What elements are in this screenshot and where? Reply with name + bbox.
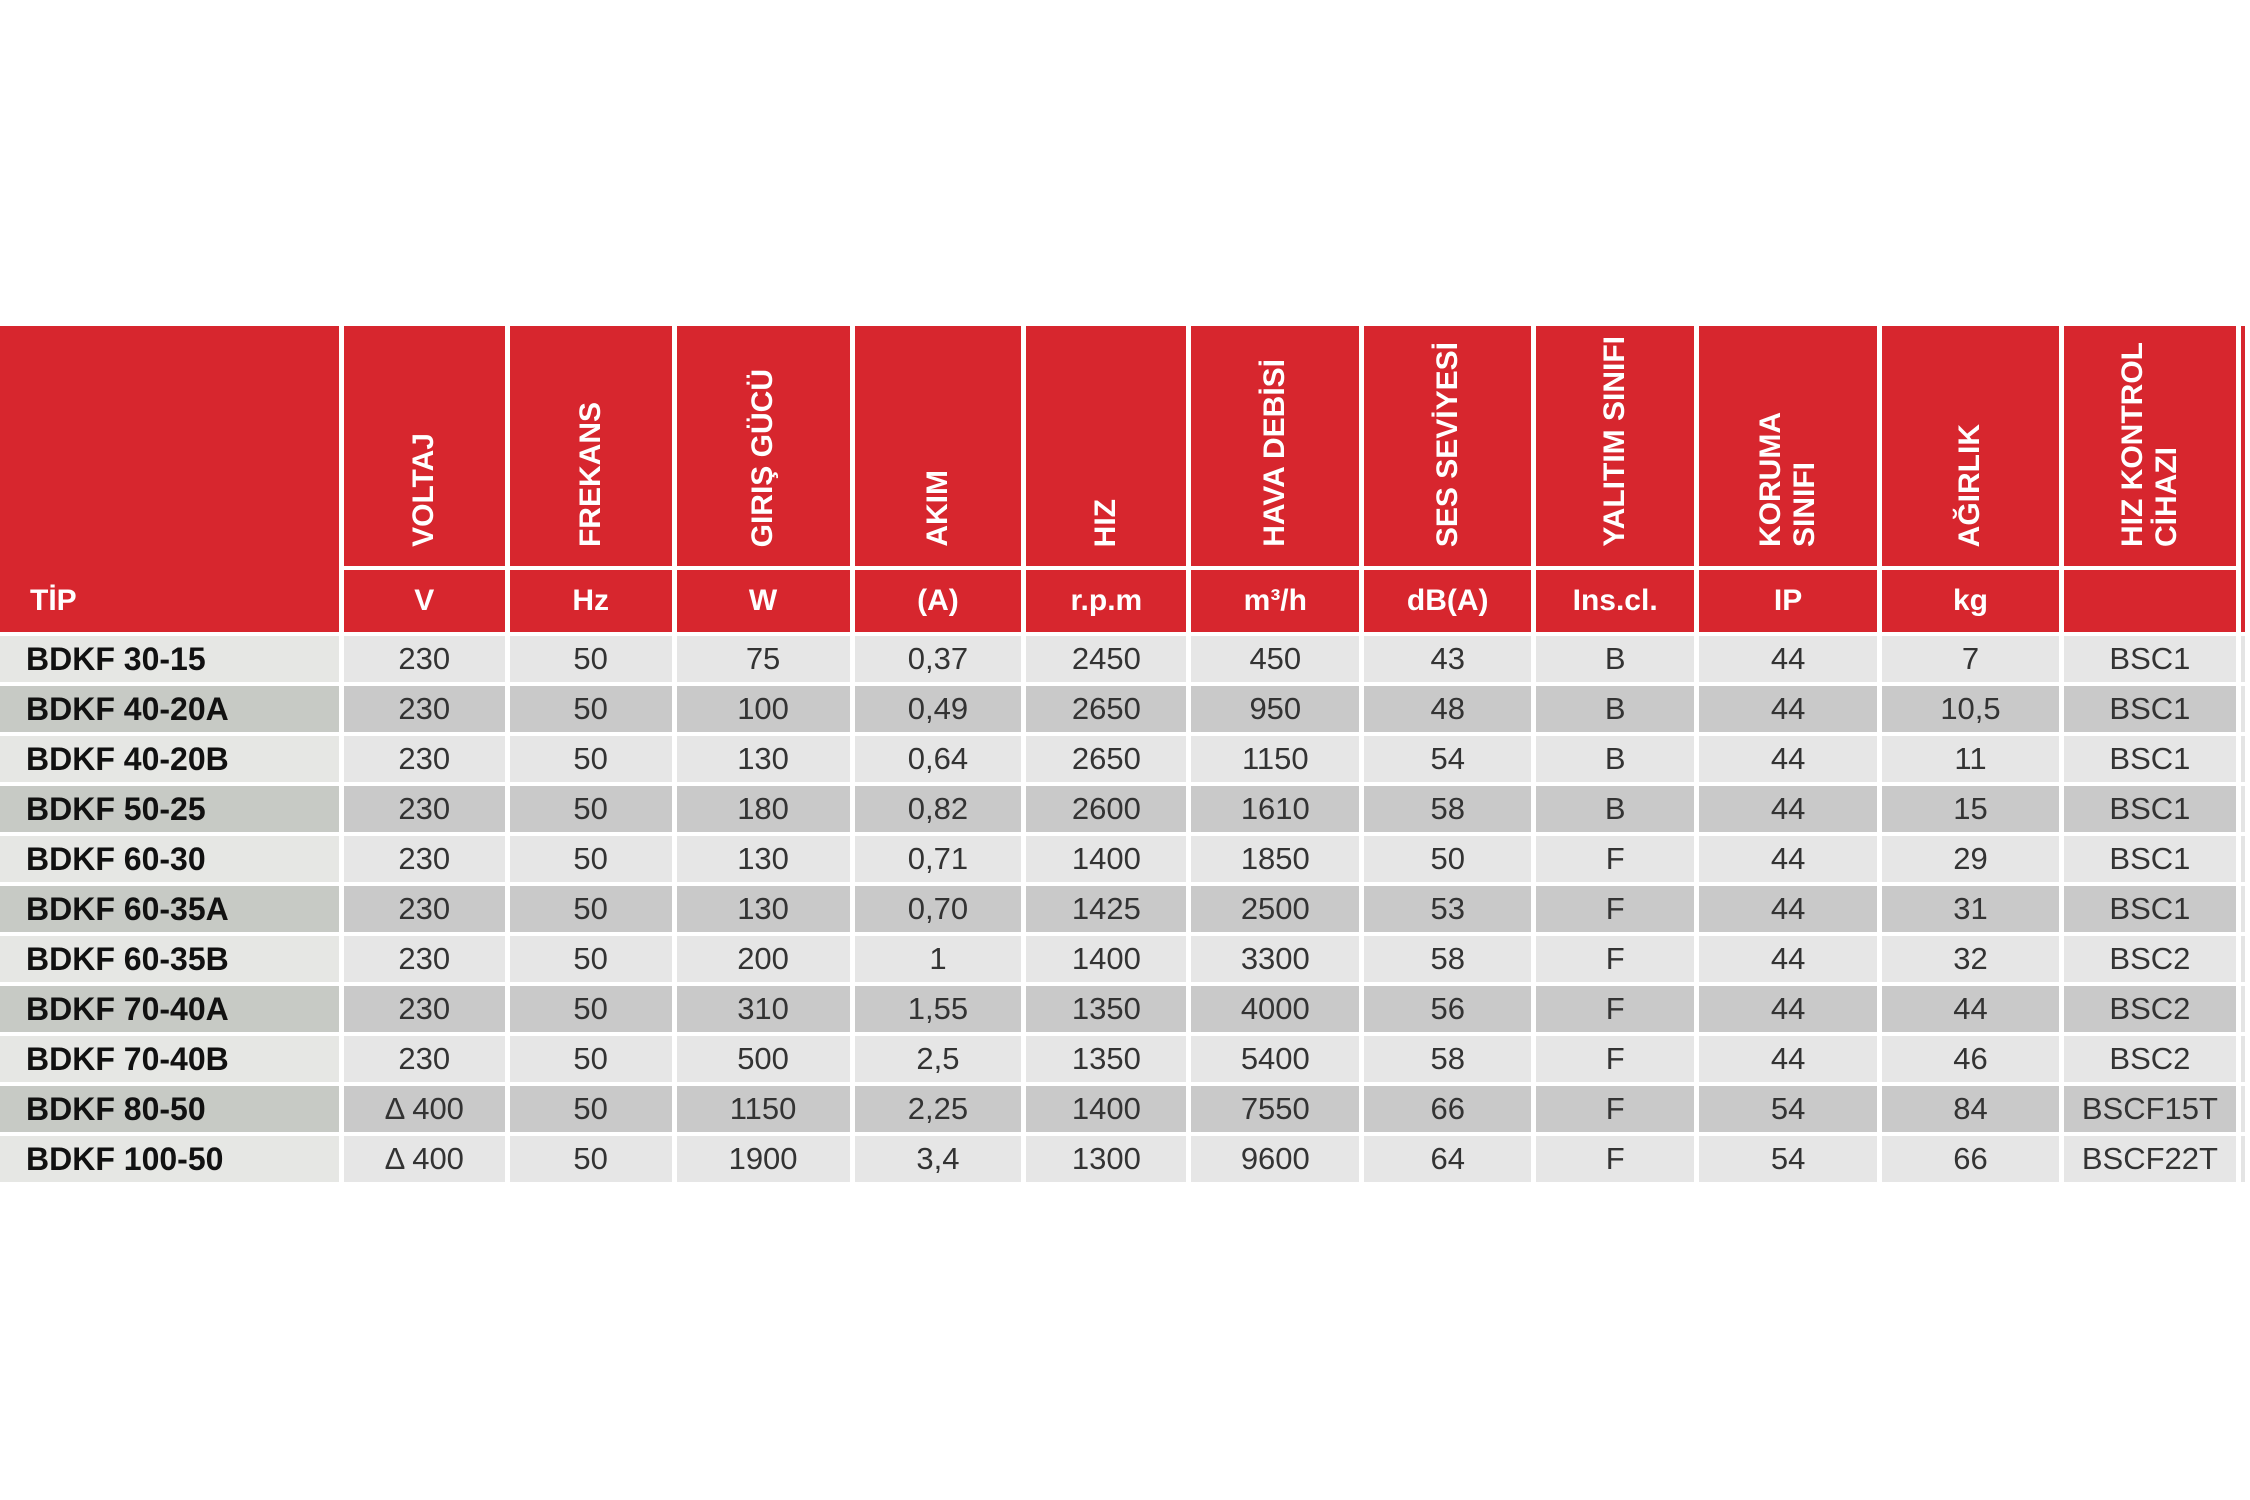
voltage-cell: Δ 400	[344, 1086, 505, 1132]
speed-cell: 2600	[1026, 786, 1186, 832]
airflow-cell: 3300	[1191, 936, 1359, 982]
weight-cell: 32	[1882, 936, 2059, 982]
speed-controller-cell: BSC1	[2064, 686, 2236, 732]
table-row	[0, 836, 2245, 882]
model-cell: BDKF 50-25	[0, 786, 339, 832]
speed-controller-cell: BSC2	[2064, 936, 2236, 982]
current-cell: 0,37	[855, 636, 1022, 682]
protection-class-cell: 44	[1699, 836, 1877, 882]
airflow-cell: 1150	[1191, 736, 1359, 782]
table-row	[0, 986, 2245, 1032]
insulation-class-cell: F	[1536, 986, 1694, 1032]
frequency-cell: 50	[510, 636, 672, 682]
airflow-cell: 7550	[1191, 1086, 1359, 1132]
input-power-cell: 200	[677, 936, 850, 982]
sound-level-cell: 58	[1364, 786, 1531, 832]
header-title-row	[0, 326, 2245, 566]
table-edge-strip	[2241, 836, 2245, 882]
current-cell: 2,5	[855, 1036, 1022, 1082]
airflow-cell: 4000	[1191, 986, 1359, 1032]
protection-class-cell: 44	[1699, 936, 1877, 982]
speed-cell: 2650	[1026, 736, 1186, 782]
weight-cell: 11	[1882, 736, 2059, 782]
voltage-cell: 230	[344, 636, 505, 682]
speed-cell: 1400	[1026, 936, 1186, 982]
frequency-cell: 50	[510, 1086, 672, 1132]
input-power-cell: 130	[677, 736, 850, 782]
frequency-cell: 50	[510, 1036, 672, 1082]
speed-controller-cell: BSCF22T	[2064, 1136, 2236, 1182]
table-row	[0, 1086, 2245, 1132]
insulation-class-cell: B	[1536, 686, 1694, 732]
insulation-class-cell: F	[1536, 836, 1694, 882]
protection-class-cell: 44	[1699, 1036, 1877, 1082]
voltage-header	[344, 326, 505, 566]
input-power-header	[677, 326, 850, 566]
model-cell: BDKF 60-35A	[0, 886, 339, 932]
voltage-cell: 230	[344, 936, 505, 982]
airflow-cell: 5400	[1191, 1036, 1359, 1082]
speed-cell: 2650	[1026, 686, 1186, 732]
weight-cell: 66	[1882, 1136, 2059, 1182]
current-unit: (A)	[855, 570, 1022, 632]
frequency-cell: 50	[510, 886, 672, 932]
airflow-cell: 450	[1191, 636, 1359, 682]
frequency-cell: 50	[510, 986, 672, 1032]
insulation-class-unit: Ins.cl.	[1536, 570, 1694, 632]
model-cell: BDKF 60-30	[0, 836, 339, 882]
voltage-cell: 230	[344, 836, 505, 882]
input-power-cell: 180	[677, 786, 850, 832]
table-edge-strip	[2241, 686, 2245, 732]
speed-cell: 1300	[1026, 1136, 1186, 1182]
weight-cell: 10,5	[1882, 686, 2059, 732]
current-cell: 0,64	[855, 736, 1022, 782]
sound-level-cell: 56	[1364, 986, 1531, 1032]
column-title: GIRIŞ GÜCÜ	[746, 368, 780, 547]
frequency-header	[510, 326, 672, 566]
sound-level-cell: 58	[1364, 1036, 1531, 1082]
column-title: HIZ	[1089, 498, 1123, 547]
airflow-cell: 1610	[1191, 786, 1359, 832]
sound-level-unit: dB(A)	[1364, 570, 1531, 632]
weight-cell: 31	[1882, 886, 2059, 932]
sound-level-header	[1364, 326, 1531, 566]
column-title: YALITIM SINIFI	[1598, 336, 1632, 547]
voltage-cell: 230	[344, 686, 505, 732]
model-cell: BDKF 70-40B	[0, 1036, 339, 1082]
table-row	[0, 686, 2245, 732]
insulation-class-cell: F	[1536, 1086, 1694, 1132]
insulation-class-cell: F	[1536, 1036, 1694, 1082]
table-row	[0, 1136, 2245, 1182]
model-cell: BDKF 30-15	[0, 636, 339, 682]
protection-class-header	[1699, 326, 1877, 566]
input-power-cell: 1900	[677, 1136, 850, 1182]
table-edge-strip	[2241, 786, 2245, 832]
input-power-cell: 310	[677, 986, 850, 1032]
tip-header: TİP	[0, 326, 339, 632]
column-title-line: KORUMA	[1754, 412, 1788, 547]
speed-cell: 1425	[1026, 886, 1186, 932]
speed-controller-cell: BSC1	[2064, 636, 2236, 682]
spec-table	[0, 322, 2250, 1186]
current-header	[855, 326, 1022, 566]
sound-level-cell: 64	[1364, 1136, 1531, 1182]
insulation-class-cell: B	[1536, 786, 1694, 832]
table-row	[0, 1036, 2245, 1082]
current-cell: 0,71	[855, 836, 1022, 882]
airflow-cell: 1850	[1191, 836, 1359, 882]
insulation-class-cell: F	[1536, 1136, 1694, 1182]
voltage-unit: V	[344, 570, 505, 632]
speed-controller-cell: BSC2	[2064, 986, 2236, 1032]
table-row	[0, 936, 2245, 982]
frequency-cell: 50	[510, 836, 672, 882]
table-row	[0, 886, 2245, 932]
current-cell: 0,49	[855, 686, 1022, 732]
weight-cell: 7	[1882, 636, 2059, 682]
column-title	[2116, 342, 2184, 547]
weight-cell: 84	[1882, 1086, 2059, 1132]
current-cell: 0,70	[855, 886, 1022, 932]
model-cell: BDKF 80-50	[0, 1086, 339, 1132]
column-title	[1754, 412, 1822, 547]
model-cell: BDKF 70-40A	[0, 986, 339, 1032]
protection-class-cell: 44	[1699, 736, 1877, 782]
speed-cell: 1350	[1026, 1036, 1186, 1082]
sound-level-cell: 50	[1364, 836, 1531, 882]
column-title: FREKANS	[573, 401, 607, 547]
table-edge-strip	[2241, 736, 2245, 782]
weight-cell: 29	[1882, 836, 2059, 882]
current-cell: 1	[855, 936, 1022, 982]
sound-level-cell: 54	[1364, 736, 1531, 782]
protection-class-cell: 44	[1699, 886, 1877, 932]
voltage-cell: 230	[344, 736, 505, 782]
table-edge-strip	[2241, 1036, 2245, 1082]
input-power-cell: 75	[677, 636, 850, 682]
sound-level-cell: 43	[1364, 636, 1531, 682]
protection-class-cell: 54	[1699, 1136, 1877, 1182]
airflow-header	[1191, 326, 1359, 566]
model-cell: BDKF 40-20A	[0, 686, 339, 732]
voltage-cell: 230	[344, 1036, 505, 1082]
speed-controller-cell: BSCF15T	[2064, 1086, 2236, 1132]
model-cell: BDKF 40-20B	[0, 736, 339, 782]
input-power-cell: 130	[677, 836, 850, 882]
input-power-unit: W	[677, 570, 850, 632]
protection-class-cell: 44	[1699, 786, 1877, 832]
table-edge-strip	[2241, 1136, 2245, 1182]
current-cell: 3,4	[855, 1136, 1022, 1182]
frequency-cell: 50	[510, 936, 672, 982]
speed-controller-unit	[2064, 570, 2236, 632]
protection-class-cell: 44	[1699, 636, 1877, 682]
speed-controller-cell: BSC1	[2064, 886, 2236, 932]
input-power-cell: 130	[677, 886, 850, 932]
insulation-class-header	[1536, 326, 1694, 566]
speed-unit: r.p.m	[1026, 570, 1186, 632]
speed-cell: 1400	[1026, 836, 1186, 882]
weight-cell: 44	[1882, 986, 2059, 1032]
weight-cell: 46	[1882, 1036, 2059, 1082]
frequency-cell: 50	[510, 786, 672, 832]
voltage-cell: 230	[344, 786, 505, 832]
table-edge-strip	[2241, 636, 2245, 682]
protection-class-unit: IP	[1699, 570, 1877, 632]
sound-level-cell: 66	[1364, 1086, 1531, 1132]
voltage-cell: 230	[344, 986, 505, 1032]
table-edge-strip	[2241, 936, 2245, 982]
insulation-class-cell: F	[1536, 936, 1694, 982]
table-row	[0, 636, 2245, 682]
sound-level-cell: 53	[1364, 886, 1531, 932]
insulation-class-cell: B	[1536, 736, 1694, 782]
model-cell: BDKF 60-35B	[0, 936, 339, 982]
speed-controller-cell: BSC1	[2064, 836, 2236, 882]
frequency-unit: Hz	[510, 570, 672, 632]
speed-cell: 1400	[1026, 1086, 1186, 1132]
table-edge-strip	[2241, 986, 2245, 1032]
weight-unit: kg	[1882, 570, 2059, 632]
sound-level-cell: 48	[1364, 686, 1531, 732]
speed-controller-cell: BSC1	[2064, 786, 2236, 832]
airflow-cell: 950	[1191, 686, 1359, 732]
weight-header	[1882, 326, 2059, 566]
frequency-cell: 50	[510, 1136, 672, 1182]
speed-controller-cell: BSC2	[2064, 1036, 2236, 1082]
column-title-line: HIZ KONTROL	[2115, 342, 2149, 547]
table-row	[0, 736, 2245, 782]
table-edge-strip	[2241, 326, 2245, 632]
airflow-unit: m³/h	[1191, 570, 1359, 632]
speed-cell: 1350	[1026, 986, 1186, 1032]
input-power-cell: 500	[677, 1036, 850, 1082]
column-title: VOLTAJ	[407, 433, 441, 547]
voltage-cell: Δ 400	[344, 1136, 505, 1182]
table-edge-strip	[2241, 886, 2245, 932]
table-edge-strip	[2241, 1086, 2245, 1132]
speed-controller-cell: BSC1	[2064, 736, 2236, 782]
protection-class-cell: 44	[1699, 986, 1877, 1032]
column-title-line: CİHAZI	[2149, 447, 2183, 547]
column-title: SES SEVİYESİ	[1430, 341, 1464, 547]
column-title: AĞIRLIK	[1953, 423, 1987, 547]
weight-cell: 15	[1882, 786, 2059, 832]
input-power-cell: 100	[677, 686, 850, 732]
current-cell: 0,82	[855, 786, 1022, 832]
protection-class-cell: 54	[1699, 1086, 1877, 1132]
speed-header	[1026, 326, 1186, 566]
frequency-cell: 50	[510, 736, 672, 782]
input-power-cell: 1150	[677, 1086, 850, 1132]
voltage-cell: 230	[344, 886, 505, 932]
current-cell: 1,55	[855, 986, 1022, 1032]
insulation-class-cell: F	[1536, 886, 1694, 932]
column-title-line: SINIFI	[1788, 461, 1822, 547]
protection-class-cell: 44	[1699, 686, 1877, 732]
insulation-class-cell: B	[1536, 636, 1694, 682]
airflow-cell: 9600	[1191, 1136, 1359, 1182]
speed-cell: 2450	[1026, 636, 1186, 682]
frequency-cell: 50	[510, 686, 672, 732]
sound-level-cell: 58	[1364, 936, 1531, 982]
table-row	[0, 786, 2245, 832]
speed-controller-header	[2064, 326, 2236, 566]
column-title: HAVA DEBİSİ	[1258, 359, 1292, 547]
current-cell: 2,25	[855, 1086, 1022, 1132]
airflow-cell: 2500	[1191, 886, 1359, 932]
model-cell: BDKF 100-50	[0, 1136, 339, 1182]
column-title: AKIM	[920, 470, 954, 547]
